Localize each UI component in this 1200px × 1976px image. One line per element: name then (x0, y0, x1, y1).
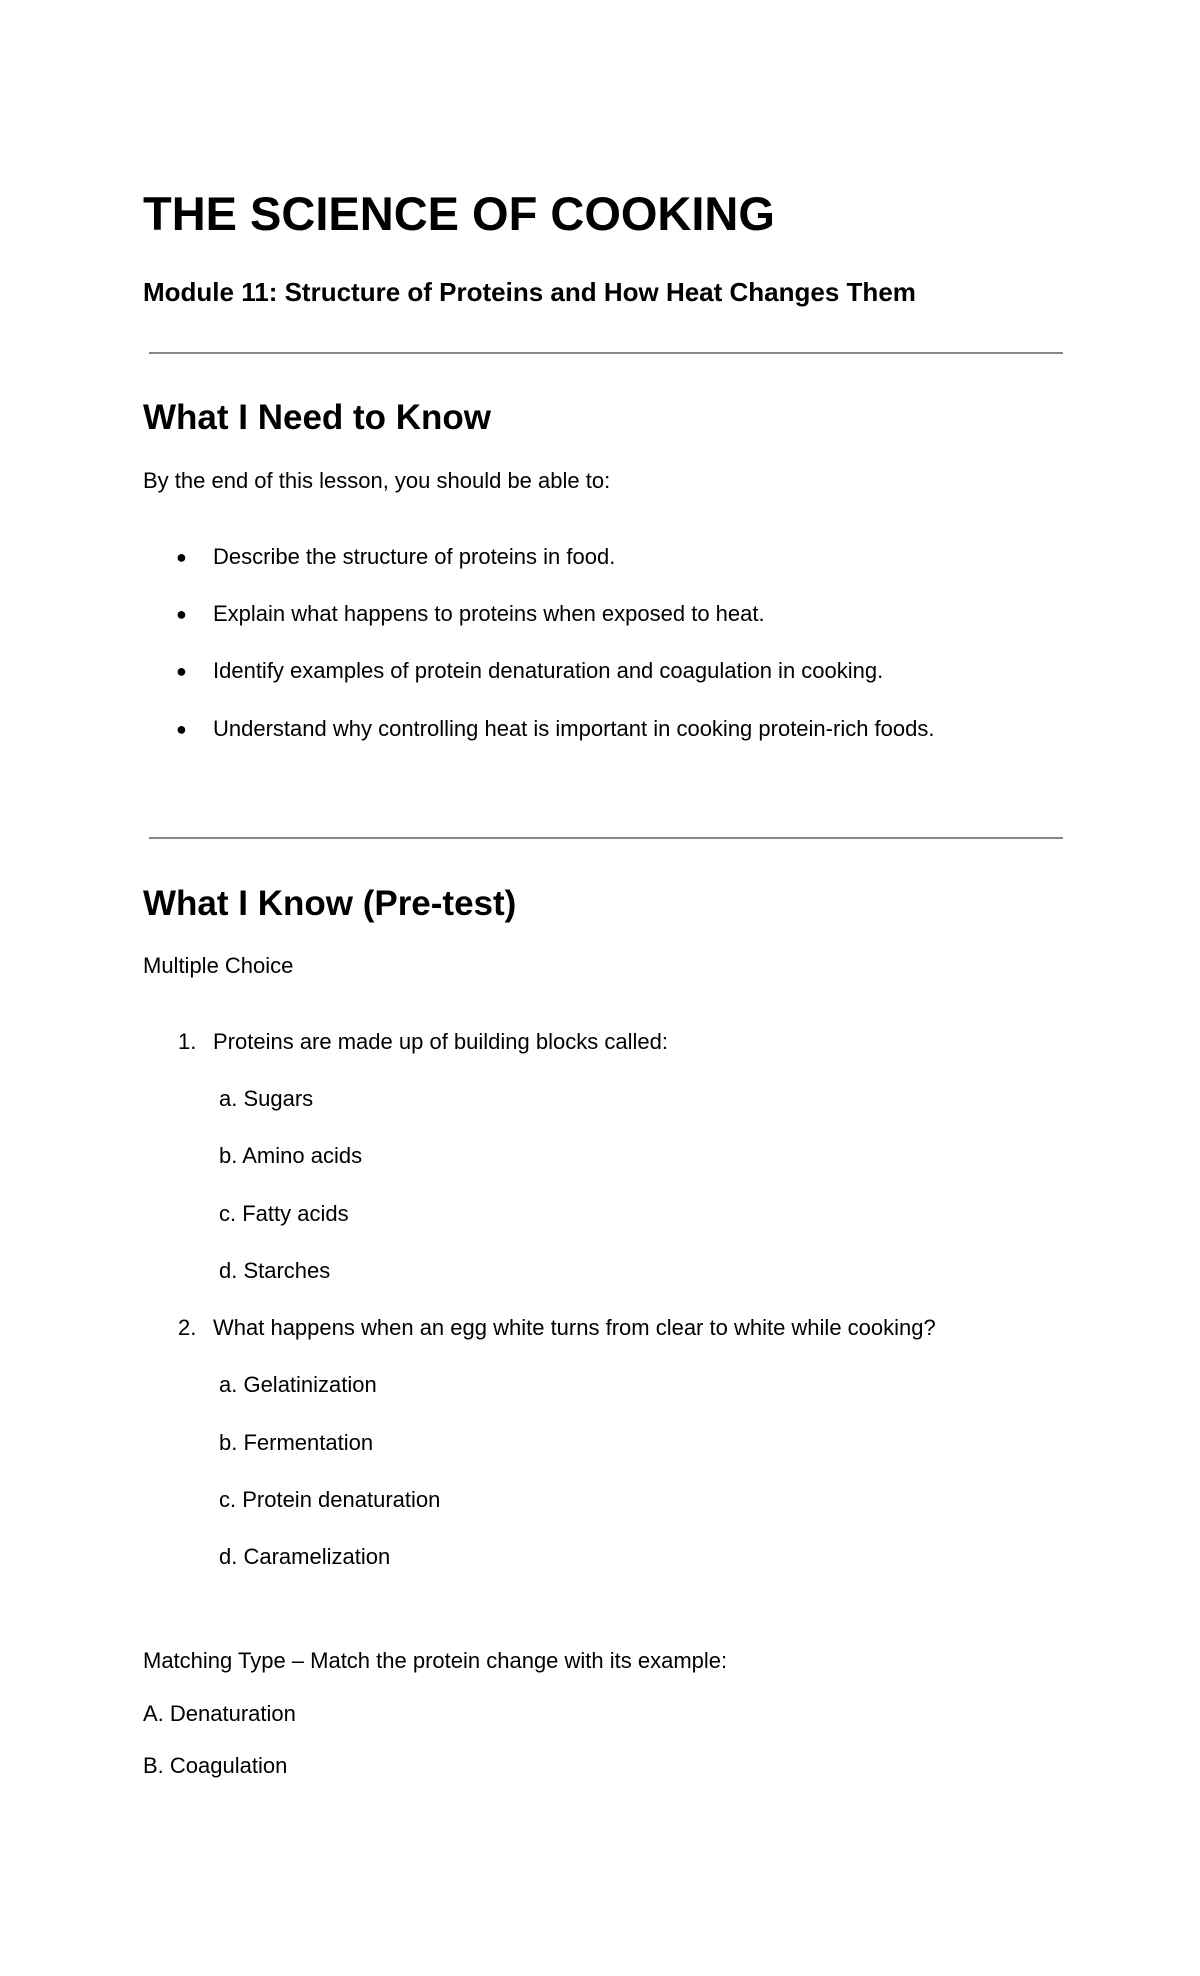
document-subtitle: Module 11: Structure of Proteins and How Heat Changes Them (143, 277, 916, 307)
bullet-icon: ● (176, 719, 187, 739)
question-text: What happens when an egg white turns from clear to white while cooking? (213, 1315, 936, 1340)
answer-option: b. Amino acids (219, 1143, 363, 1168)
answer-option: a. Gelatinization (219, 1372, 377, 1397)
section-divider (149, 837, 1063, 839)
bullet-icon: ● (176, 604, 187, 624)
bullet-icon: ● (176, 547, 187, 567)
document-title: THE SCIENCE OF COOKING (143, 187, 775, 240)
answer-option: d. Caramelization (219, 1544, 391, 1569)
matching-item: A. Denaturation (143, 1701, 296, 1726)
objective-item: Describe the structure of proteins in food. (213, 544, 616, 569)
objective-item: Explain what happens to proteins when exposed to heat. (213, 601, 765, 626)
answer-option: c. Protein denaturation (219, 1487, 441, 1512)
question-number: 2. (178, 1315, 197, 1340)
answer-option: c. Fatty acids (219, 1201, 349, 1226)
bullet-icon: ● (176, 661, 187, 681)
multiple-choice-label: Multiple Choice (143, 953, 294, 978)
objective-item: Understand why controlling heat is important in cooking protein-rich foods. (213, 716, 935, 741)
objective-item: Identify examples of protein denaturation and coagulation in cooking. (213, 658, 884, 683)
section-heading-need-to-know: What I Need to Know (143, 398, 492, 437)
matching-type-label: Matching Type – Match the protein change with its example: (143, 1648, 728, 1673)
question-text: Proteins are made up of building blocks called: (213, 1029, 668, 1054)
objectives-intro: By the end of this lesson, you should be able to: (143, 468, 611, 493)
answer-option: a. Sugars (219, 1086, 314, 1111)
section-divider (149, 352, 1063, 354)
section-heading-pretest: What I Know (Pre-test) (143, 884, 517, 923)
answer-option: b. Fermentation (219, 1430, 374, 1455)
question-number: 1. (178, 1029, 197, 1054)
answer-option: d. Starches (219, 1258, 331, 1283)
matching-item: B. Coagulation (143, 1753, 288, 1778)
